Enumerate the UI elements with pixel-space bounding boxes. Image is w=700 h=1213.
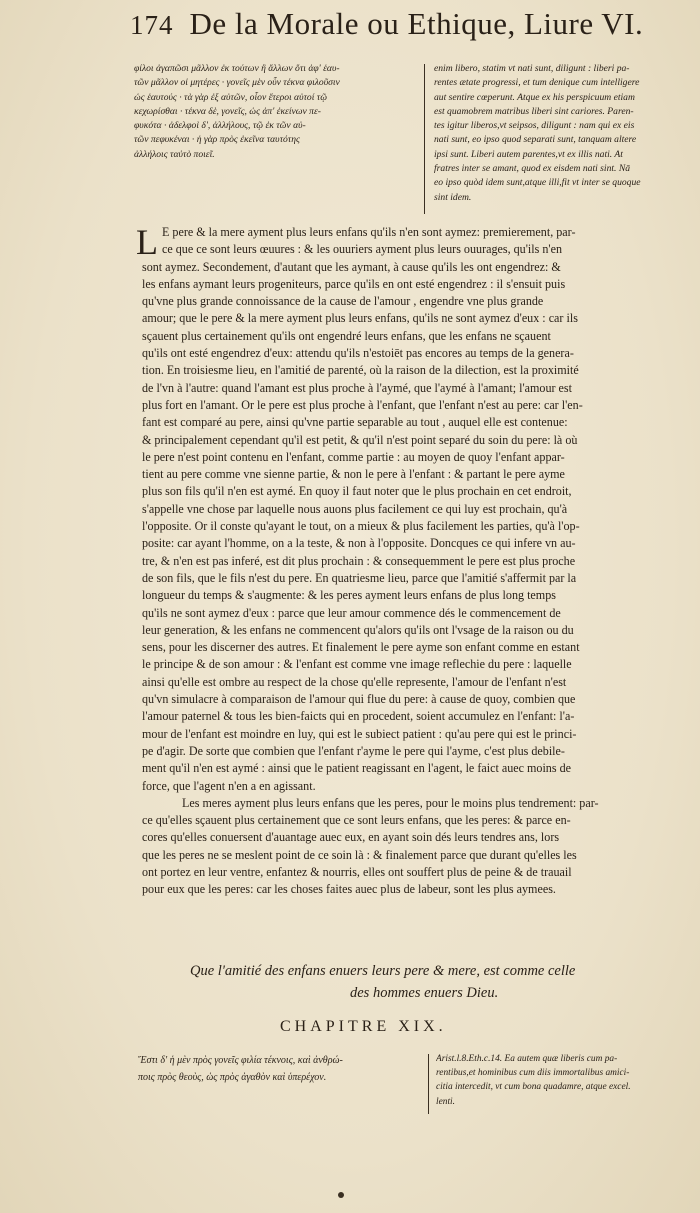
text-line: nati sunt, eo ipso quod separati sunt, tanquam altere: [434, 134, 637, 146]
paragraph-2: [142, 795, 686, 899]
latin-translation-bottom: [436, 1052, 694, 1109]
text-line: de l'vn à l'autre: quand l'amant est plus proche à l'aymé, que l'aymé à l'amant; l'amour est: [142, 380, 572, 395]
chapter-label: CHAPITRE XIX.: [280, 1018, 447, 1035]
text-line: ment qu'il n'en est aymé : ainsi que le patient reagissant en l'agent, le faict auec moins de: [142, 761, 572, 776]
text-line: tion. En troisiesme lieu, en l'amitié de parenté, où la raison de la dilection, est la proximité: [142, 363, 579, 378]
text-line: sont aymez. Secondement, d'autant que les aymant, à cause qu'ils les ont engendrez: &: [142, 259, 561, 274]
text-line: E pere & la mere ayment plus leurs enfans qu'ils n'en sont aymez: premierement, par-: [162, 225, 576, 239]
text-line: ἀλλήλοις ταὐτὸ ποιεῖ.: [134, 148, 215, 160]
text-line: qu'vn simulacre à comparaison de l'amour qui flue du pere: à cause de quoy, combien que: [142, 692, 576, 707]
text-line: τῶν μᾶλλον οἱ μητέρες · γονεῖς μὲν οὖν τέκνα φιλοῦσιν: [134, 77, 340, 89]
text-line: ainsi qu'elle est ombre au respect de la chose qu'elle represente, l'amour de l'enfant n'est: [142, 674, 567, 689]
page-ornament-dot: [338, 1192, 344, 1198]
text-line: le principe & de son amour : & l'enfant est comme vne image reflechie du pere : laquelle: [142, 657, 572, 672]
text-line: tient au pere comme vne sienne partie, & non le pere à l'enfant : & partant le pere ayme: [142, 467, 565, 482]
text-line: que les peres ne se meslent point de ce soin là : & finalement parce que durant qu'elles les: [142, 847, 577, 862]
text-line: sçauent plus certainement qu'ils ont engendré leurs enfans, que les enfans ne sçauent: [142, 328, 551, 343]
text-line: cores qu'elles conuersent d'auantage auec eux, en ayant soin dés leurs tendres ans, lors: [142, 830, 560, 845]
text-line: est quamobrem matribus liberi sint cariores. Paren-: [434, 105, 634, 117]
text-line: ipsi sunt. Liberi autem parentes,vt ex illis nati. At: [434, 148, 623, 160]
page-number: 174: [130, 10, 174, 40]
text-line: fratres inter se amant, quod ex eisdem nati sint. Nā: [434, 163, 631, 175]
text-line: citia intercedit, vt cum bona quadamre, atque excel.: [436, 1082, 631, 1093]
text-line: le pere n'est point contenu en l'enfant, comme partie : au moyen de quoy l'enfant appar-: [142, 449, 565, 464]
running-title: De la Morale ou Ethique, Liure VI.: [189, 6, 644, 41]
text-line: κεχωρίσθαι · τέκνα δὲ, γονεῖς, ὡς ἀπ' ἐκείνων πε-: [134, 105, 321, 117]
text-line: s'appelle vne chose par laquelle nous auons plus facilement ce qui luy est prochain, qu'à: [142, 501, 568, 516]
text-line: lenti.: [436, 1096, 456, 1107]
main-commentary: [136, 222, 686, 899]
text-line: plus fort en l'amant. Or le pere est plus proche à l'enfant, que l'enfant n'est au pere: car l'en-: [142, 397, 583, 412]
text-line: Les meres ayment plus leurs enfans que les peres, pour le moins plus tendrement: par-: [182, 795, 599, 810]
text-line: les enfans aymant leurs progeniteurs, parce qu'ils en ont esté engendrez : il s'ensuit puis: [142, 276, 566, 291]
text-line: aut sentire cœperunt. Atque ex his perspicuum etiam: [434, 91, 635, 103]
latin-translation-top: [434, 62, 682, 205]
text-line: sens, pour les discerner des autres. Et finalement le pere ayme son enfant comme en estant: [142, 640, 580, 655]
column-divider: [424, 64, 425, 214]
text-line: de son fils, que le fils n'est du pere. En quatriesme lieu, parce que l'amitié s'affermit par la: [142, 570, 577, 585]
text-line: amour; que le pere & la mere ayment plus leurs enfans, qu'ils ne sont aymez d'eux : car ils: [142, 311, 578, 326]
section-heading-line-2: des hommes enuers Dieu.: [350, 985, 499, 1001]
text-line: tre, & n'en est pas inferé, est dit plus prochain : & consequemment le pere est plus proche: [142, 553, 576, 568]
text-line: qu'vne plus grande connoissance de la cause de l'amour , engendre vne plus grande: [142, 294, 544, 309]
text-line: Arist.l.8.Eth.c.14. Ea autem quæ liberis cum pa-: [436, 1054, 618, 1064]
text-line: plus son fils qu'il n'en est aymé. En quoy il faut noter que le plus prochain en cet endroit,: [142, 484, 572, 499]
greek-quotation-bottom: [138, 1052, 422, 1086]
text-line: longueur du temps & s'augmente: & les peres ayment leurs enfans de plus long temps: [142, 588, 556, 603]
text-line: rentes ætate progressi, et tum denique cum intelligere: [434, 77, 640, 89]
text-line: φίλοι ἀγαπῶσι μᾶλλον ἐκ τούτων ἢ ἄλλων ὅτι ἀφ' ἑαυ-: [134, 63, 340, 74]
text-line: Ἔστι δ' ἡ μὲν πρὸς γονεῖς φιλία τέκνοις, καὶ ἀνθρώ-: [138, 1055, 343, 1066]
text-line: rentibus,et hominibus cum diis immortalibus amici-: [436, 1068, 630, 1079]
text-line: φυκότα · ἀδελφοὶ δ', ἀλλήλους, τῷ ἐκ τῶν αὐ-: [134, 120, 306, 132]
text-line: ὡς ἑαυτούς · τὰ γὰρ ἐξ αὐτῶν, οἷον ἕτεροι αὐτοί τῷ: [134, 91, 327, 103]
text-line: τῶν πεφυκέναι · ἡ γὰρ πρὸς ἐκεῖνα ταυτότης: [134, 134, 300, 146]
top-bilingual-block: [134, 62, 682, 220]
text-line: qu'ils ne sont aymez d'eux : parce que leur amour commence dés le commencement de: [142, 605, 561, 620]
text-line: tes igitur liberos,vt seipsos, diligunt : nam qui ex eis: [434, 120, 635, 132]
drop-cap-letter: L: [136, 222, 158, 262]
text-line: ont portez en leur ventre, enfantez & nourris, elles ont souffert plus de peine & de trauail: [142, 864, 572, 879]
text-line: mour de l'enfant est moindre en luy, qui est le subiect patient : qu'au pere qui est le princi-: [142, 726, 577, 741]
section-heading-line-1: Que l'amitié des enfans enuers leurs pere & mere, est comme celle: [190, 963, 576, 979]
text-line: pour eux que les peres: car les choses faites auec plus de labeur, sont les plus aymees.: [142, 882, 556, 897]
text-line: ποις πρὸς θεοὺς, ὡς πρὸς ἀγαθὸν καὶ ὑπερέχον.: [138, 1072, 327, 1083]
text-line: l'opposite. Or il conste qu'ayant le tout, on a mieux & plus facilement les parties, qu'à l'op-: [142, 519, 580, 534]
text-line: ce qu'elles sçauent plus certainement que ce sont leurs enfans, que les peres: & parce en-: [142, 813, 571, 828]
text-line: posite: car ayant l'homme, on a la teste, & non à l'opposite. Doncques ce qui infere vn au-: [142, 536, 576, 551]
column-divider-bottom: [428, 1054, 429, 1114]
text-line: enim libero, statim vt nati sunt, diligunt : liberi pa-: [434, 63, 630, 74]
text-line: qu'ils ont esté engendrez d'eux: attendu qu'ils n'estoiēt pas encores au temps de la genera-: [142, 346, 574, 361]
text-line: force, que l'agent n'en a en agissant.: [142, 778, 316, 793]
text-line: l'amour paternel & tous les bien-faicts qui en procedent, soient accumulez en l'enfant: l'a-: [142, 709, 575, 724]
text-line: fant est comparé au pere, ainsi qu'vne partie separable au tout , auquel elle est contenue:: [142, 415, 568, 430]
text-line: eo ipso quòd idem sunt,atque illi,fit vt inter se quoque: [434, 177, 641, 189]
section-heading: [190, 960, 670, 1004]
text-line: ce que ce sont leurs œuures : & les ouuriers ayment plus leurs ouurages, qu'ils n'en: [162, 242, 562, 257]
page-header: [130, 6, 690, 46]
greek-quotation-top: [134, 62, 418, 162]
text-line: sint idem.: [434, 191, 472, 203]
bottom-bilingual-block: [138, 1052, 694, 1116]
text-line: leur generation, & les enfans ne commencent qu'alors qu'ils ont l'vsage de la raison ou du: [142, 622, 574, 637]
paragraph-1: [142, 224, 686, 795]
text-line: pe d'agir. De sorte que combien que l'enfant r'ayme le pere qui l'ayme, c'est plus debile-: [142, 743, 565, 758]
text-line: & principalement cependant qu'il est petit, & qu'il n'est point separé du soin du pere: là où: [142, 432, 578, 447]
